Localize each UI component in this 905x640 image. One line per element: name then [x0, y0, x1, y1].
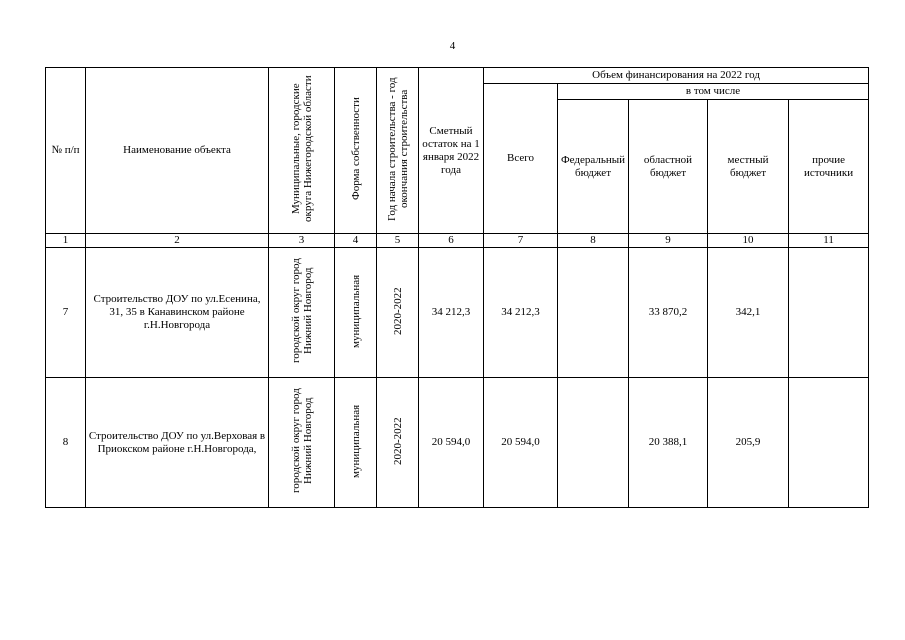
row-num: 7	[46, 248, 86, 378]
table-row	[46, 378, 869, 508]
header-municipality-text: Муниципальные, городские округа Нижегородской области	[289, 75, 314, 222]
header-estimate: Сметный остаток на 1 января 2022 года	[419, 68, 484, 234]
header-total: Всего	[484, 84, 558, 234]
row-name: Строительство ДОУ по ул.Есенина, 31, 35 в Канавинском районе г.Н.Новгорода	[86, 248, 269, 378]
row-ownership-text: муниципальная	[349, 273, 362, 348]
header-federal: Федеральный бюджет	[558, 100, 629, 234]
row-federal	[558, 248, 629, 378]
row-years	[377, 248, 419, 378]
header-name: Наименование объекта	[86, 68, 269, 234]
header-including: в том числе	[558, 84, 869, 100]
row-name: Строительство ДОУ по ул.Верховая в Приокском районе г.Н.Новгорода,	[86, 378, 269, 508]
header-ownership	[335, 68, 377, 234]
row-num: 8	[46, 378, 86, 508]
column-number: 5	[377, 234, 419, 248]
row-regional: 33 870,2	[629, 248, 708, 378]
row-municipality	[269, 248, 335, 378]
row-years-text: 2020-2022	[391, 416, 404, 465]
header-ownership-text: Форма собственности	[349, 97, 362, 200]
row-estimate: 34 212,3	[419, 248, 484, 378]
row-municipality-text: городской округ город Нижний Новгород	[289, 388, 314, 493]
header-municipality	[269, 68, 335, 234]
column-number: 10	[708, 234, 789, 248]
row-other	[789, 378, 869, 508]
row-local: 342,1	[708, 248, 789, 378]
column-number: 4	[335, 234, 377, 248]
column-number: 6	[419, 234, 484, 248]
row-total: 34 212,3	[484, 248, 558, 378]
column-number: 9	[629, 234, 708, 248]
header-years-text: Год начала строительства - год окончания строительства	[385, 76, 410, 221]
row-ownership	[335, 378, 377, 508]
column-number: 2	[86, 234, 269, 248]
header-num: № п/п	[46, 68, 86, 234]
header-funding-group: Объем финансирования на 2022 год	[484, 68, 869, 84]
row-years	[377, 378, 419, 508]
row-ownership-text: муниципальная	[349, 403, 362, 478]
column-number-row	[46, 234, 869, 248]
row-other	[789, 248, 869, 378]
row-local: 205,9	[708, 378, 789, 508]
header-years	[377, 68, 419, 234]
funding-table	[45, 67, 869, 508]
page-number: 4	[449, 40, 456, 52]
row-regional: 20 388,1	[629, 378, 708, 508]
header-row-1	[46, 68, 869, 84]
header-other: прочие источники	[789, 100, 869, 234]
table-row	[46, 248, 869, 378]
row-total: 20 594,0	[484, 378, 558, 508]
column-number: 8	[558, 234, 629, 248]
row-municipality	[269, 378, 335, 508]
header-regional: областной бюджет	[629, 100, 708, 234]
column-number: 1	[46, 234, 86, 248]
column-number: 3	[269, 234, 335, 248]
row-ownership	[335, 248, 377, 378]
row-estimate: 20 594,0	[419, 378, 484, 508]
column-number: 7	[484, 234, 558, 248]
row-municipality-text: городской округ город Нижний Новгород	[289, 258, 314, 363]
header-local: местный бюджет	[708, 100, 789, 234]
column-number: 11	[789, 234, 869, 248]
row-years-text: 2020-2022	[391, 286, 404, 335]
row-federal	[558, 378, 629, 508]
